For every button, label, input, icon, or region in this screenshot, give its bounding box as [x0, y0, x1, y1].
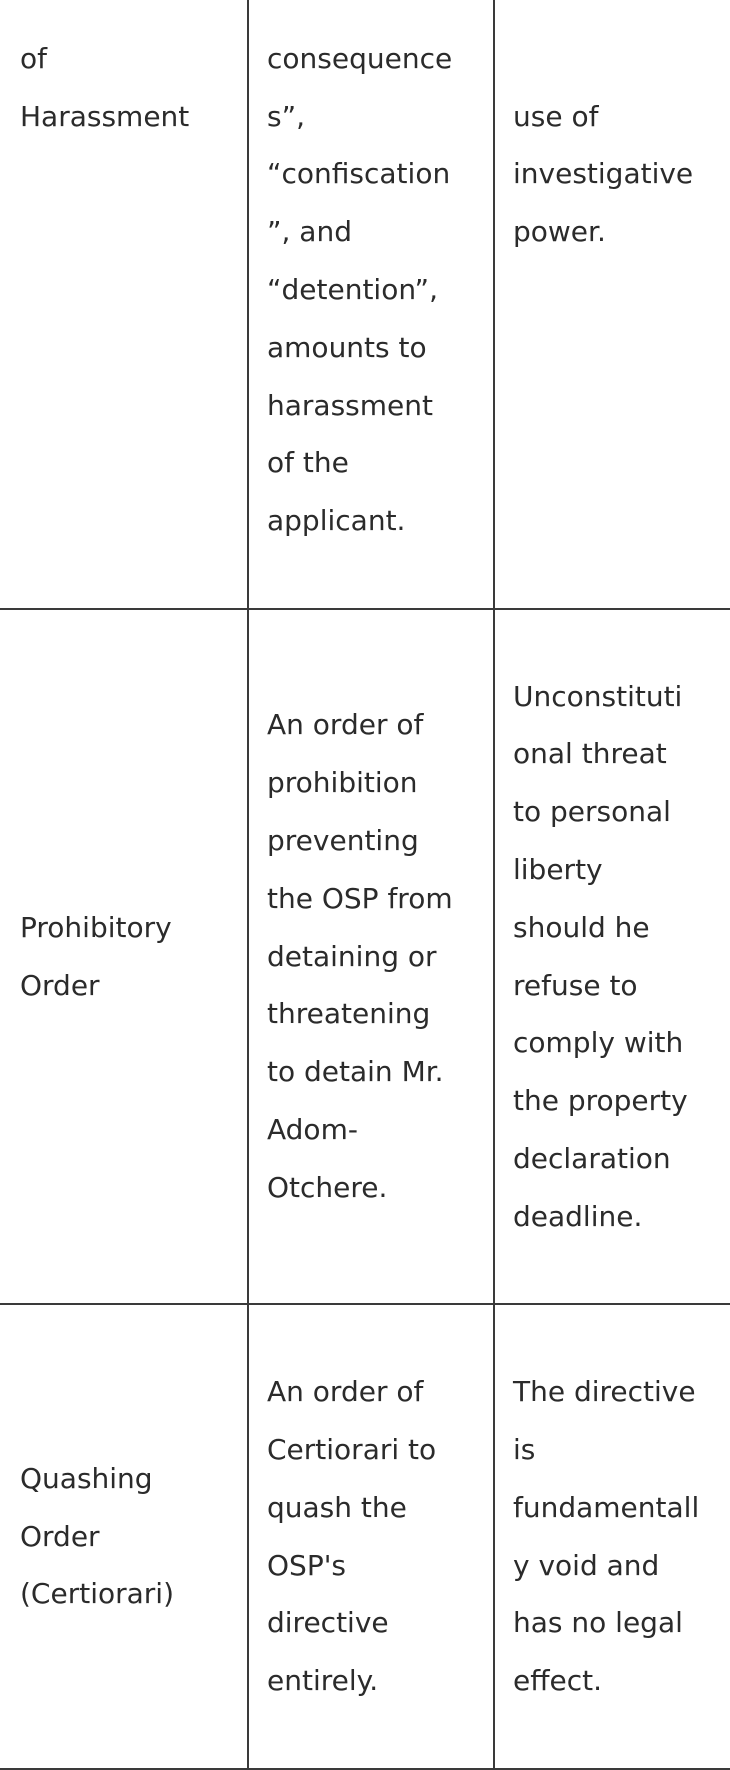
relief-cell — [0, 609, 248, 1305]
basis-cell — [494, 609, 730, 1305]
relief-cell — [0, 0, 248, 609]
description-cell — [248, 609, 494, 1305]
description-cell — [248, 0, 494, 609]
basis-text: Unconstituti onal threat to personal liberty should he refuse to comply with the property declaration deadline. — [513, 679, 688, 1233]
description-cell — [248, 1304, 494, 1768]
relief-text: of Harassment — [20, 41, 190, 133]
relief-cell — [0, 1304, 248, 1768]
relief-text: Quashing Order (Certiorari) — [20, 1461, 174, 1611]
basis-text: The directive is fundamentall y void and has no legal effect. — [513, 1375, 700, 1698]
table-row — [0, 1304, 730, 1768]
basis-text: use of investigative power. — [513, 99, 694, 249]
basis-cell — [494, 1304, 730, 1768]
description-text: consequence s”, “confiscation ”, and “detention”, amounts to harassment of the applicant. — [267, 41, 453, 538]
relief-text: Prohibitory Order — [20, 910, 172, 1002]
description-text: An order of prohibition preventing the OSP from detaining or threatening to detain Mr. Adom- Otchere. — [267, 708, 453, 1204]
table-row — [0, 0, 730, 609]
table-row — [0, 609, 730, 1305]
basis-cell — [494, 0, 730, 609]
description-text: An order of Certiorari to quash the OSP's directive entirely. — [267, 1375, 437, 1698]
